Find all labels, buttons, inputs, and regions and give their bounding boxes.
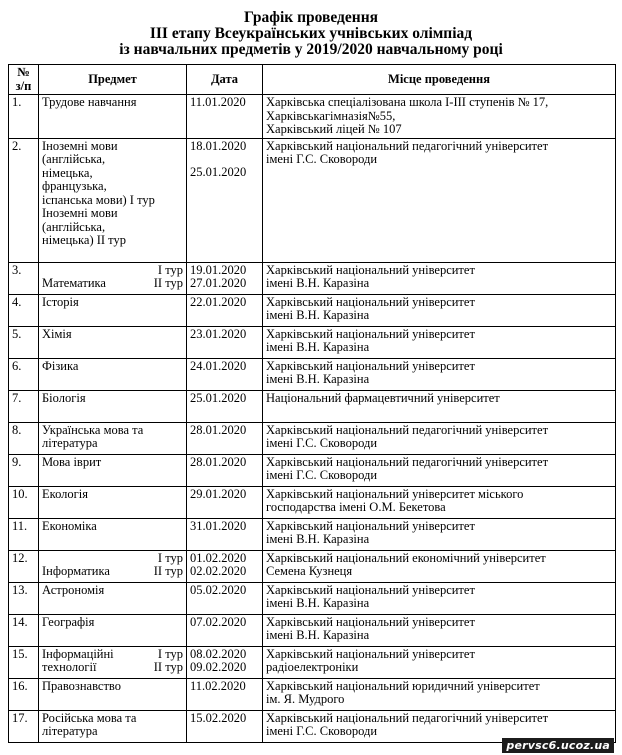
document-title [0, 0, 622, 58]
row-place [263, 390, 616, 422]
date-value: 01.02.2020 [190, 550, 247, 565]
row-number: 13. [9, 582, 39, 614]
row-place [263, 422, 616, 454]
place-line: Харківський національний університет [266, 582, 475, 597]
subject-line: німецька) ІІ тур [42, 233, 126, 247]
date-value: 18.01.2020 [190, 138, 247, 153]
row-number: 16. [9, 678, 39, 710]
table-row [9, 138, 616, 262]
row-date [187, 294, 263, 326]
place-line: Харківський національний університет [266, 262, 475, 277]
row-subject [39, 550, 187, 582]
row-subject [39, 294, 187, 326]
table-row [9, 422, 616, 454]
row-subject [39, 454, 187, 486]
row-subject [39, 486, 187, 518]
table-row [9, 550, 616, 582]
row-number: 1. [9, 95, 39, 139]
subject-line: Математика [42, 276, 106, 290]
place-line: Харківський національний університет [266, 614, 475, 629]
subject-line: Астрономія [42, 582, 105, 597]
date-value: 22.01.2020 [190, 294, 247, 309]
row-subject [39, 326, 187, 358]
place-line: Харківський національний університет [266, 326, 475, 341]
place-line: Харківський національний педагогічний університет [266, 138, 549, 153]
row-date [187, 678, 263, 710]
date-value: 31.01.2020 [190, 518, 247, 533]
title-line-1: Графік проведення [243, 9, 379, 26]
subject-line: Інформатика [42, 564, 110, 578]
place-line: Харківський національний університет [266, 518, 475, 533]
table-row [9, 358, 616, 390]
place-line: імені В.Н. Каразіна [266, 596, 370, 610]
place-line: імені В.Н. Каразіна [266, 340, 370, 354]
table-row [9, 294, 616, 326]
row-date [187, 95, 263, 139]
subject-line: Іноземні мови [42, 138, 118, 153]
subject-line: Інформаційні [42, 646, 114, 661]
row-place [263, 614, 616, 646]
date-value: 29.01.2020 [190, 486, 247, 501]
place-line: ім. Я. Мудрого [266, 692, 345, 706]
row-place [263, 294, 616, 326]
place-line: Харківський національний університет [266, 358, 475, 373]
subject-line: Екологія [42, 486, 88, 501]
header-number: № з/п [9, 65, 39, 95]
row-place [263, 550, 616, 582]
date-value: 07.02.2020 [190, 614, 247, 629]
row-subject [39, 138, 187, 262]
table-row [9, 486, 616, 518]
date-value: 02.02.2020 [190, 564, 247, 578]
table-row [9, 646, 616, 678]
table-row [9, 262, 616, 294]
date-value: 28.01.2020 [190, 454, 247, 469]
row-date [187, 390, 263, 422]
table-row [9, 95, 616, 139]
table-row [9, 390, 616, 422]
row-place [263, 518, 616, 550]
row-subject [39, 95, 187, 139]
row-number: 3. [9, 262, 39, 294]
subject-line: (англійська, [42, 152, 106, 166]
table-row [9, 454, 616, 486]
subject-line: Мова іврит [42, 454, 102, 469]
row-place [263, 486, 616, 518]
table-row [9, 678, 616, 710]
place-line: імені В.Н. Каразіна [266, 276, 370, 290]
subject-line: Економіка [42, 518, 97, 533]
table-row [9, 614, 616, 646]
subject-line: (англійська, [42, 219, 106, 234]
place-line: Семена Кузнеця [266, 564, 353, 578]
subject-line: Українська мова та [42, 422, 144, 437]
place-line: Харківський ліцей № 107 [266, 122, 402, 136]
row-date [187, 422, 263, 454]
subject-line: Географія [42, 614, 95, 629]
row-subject [39, 422, 187, 454]
place-line: Харківський національний університет міського [266, 486, 524, 501]
subject-line: література [42, 436, 98, 450]
header-date: Дата [187, 65, 263, 95]
subject-line: Історія [42, 294, 79, 309]
subject-line: Російська мова та [42, 710, 137, 725]
row-number: 9. [9, 454, 39, 486]
subject-line: Біологія [42, 390, 86, 405]
header-subject: Предмет [39, 65, 187, 95]
place-line: імені В.Н. Каразіна [266, 628, 370, 642]
schedule-table [8, 64, 616, 743]
tour-label: І тур [157, 646, 183, 661]
row-place [263, 326, 616, 358]
subject-line: німецька, [42, 165, 93, 180]
row-date [187, 326, 263, 358]
row-number: 7. [9, 390, 39, 422]
tour-label: ІІ тур [153, 660, 183, 674]
date-value: 28.01.2020 [190, 422, 247, 437]
row-subject [39, 518, 187, 550]
place-line: Харківський національний університет [266, 646, 475, 661]
table-row [9, 518, 616, 550]
row-number: 17. [9, 710, 39, 742]
row-place [263, 678, 616, 710]
subject-line: Трудове навчання [42, 95, 137, 109]
tour-label: ІІ тур [153, 564, 183, 578]
table-row [9, 326, 616, 358]
row-date [187, 550, 263, 582]
date-value: 27.01.2020 [190, 276, 247, 290]
header-place: Місце проведення [263, 65, 616, 95]
place-line: імені Г.С. Сковороди [266, 724, 378, 738]
place-line: Харківський національний університет [266, 294, 475, 309]
row-place [263, 454, 616, 486]
date-value: 25.01.2020 [190, 390, 247, 405]
date-value: 25.01.2020 [190, 165, 247, 179]
row-subject [39, 582, 187, 614]
title-line-2: ІІІ етапу Всеукраїнських учнівських олімпіад [149, 25, 473, 42]
row-number: 12. [9, 550, 39, 582]
date-value: 09.02.2020 [190, 660, 247, 674]
tour-label: ІІ тур [153, 276, 183, 290]
place-line: імені В.Н. Каразіна [266, 372, 370, 386]
row-date [187, 358, 263, 390]
subject-line: Фізика [42, 358, 79, 373]
row-place [263, 646, 616, 678]
row-subject [39, 678, 187, 710]
place-line: Харківська спеціалізована школа І-ІІІ ступенів № 17, [266, 95, 549, 109]
date-value: 24.01.2020 [190, 358, 247, 373]
row-number: 5. [9, 326, 39, 358]
row-date [187, 262, 263, 294]
row-place [263, 95, 616, 139]
date-value: 05.02.2020 [190, 582, 247, 597]
date-value: 15.02.2020 [190, 710, 247, 725]
subject-line: Іноземні мови [42, 206, 118, 220]
row-number: 2. [9, 138, 39, 262]
tour-label: І тур [157, 550, 183, 565]
row-place [263, 138, 616, 262]
place-line: господарства імені О.М. Бекетова [266, 500, 446, 514]
date-value: 19.01.2020 [190, 262, 247, 277]
place-line: Харківський національний педагогічний університет [266, 422, 549, 437]
place-line: імені В.Н. Каразіна [266, 308, 370, 322]
date-value: 11.02.2020 [190, 678, 246, 693]
place-line: Харківський національний економічний університет [266, 550, 546, 565]
row-date [187, 710, 263, 742]
row-subject [39, 262, 187, 294]
subject-line: французька, [42, 179, 107, 193]
place-line: імені Г.С. Сковороди [266, 468, 378, 482]
place-line: Харківський національний педагогічний університет [266, 454, 549, 469]
title-line-3: із навчальних предметів у 2019/2020 навчальному році [119, 41, 503, 58]
row-subject [39, 710, 187, 742]
row-number: 10. [9, 486, 39, 518]
subject-line: Правознавство [42, 678, 121, 693]
row-date [187, 138, 263, 262]
row-number: 15. [9, 646, 39, 678]
row-subject [39, 358, 187, 390]
row-subject [39, 614, 187, 646]
tour-label: І тур [157, 262, 183, 277]
row-place [263, 582, 616, 614]
row-place [263, 358, 616, 390]
row-place [263, 262, 616, 294]
subject-line: технології [42, 660, 97, 674]
row-date [187, 454, 263, 486]
row-date [187, 614, 263, 646]
table-header-row [9, 65, 616, 95]
date-value: 23.01.2020 [190, 326, 247, 341]
subject-line: іспанська мови) І тур [42, 192, 155, 207]
row-date [187, 486, 263, 518]
row-number: 6. [9, 358, 39, 390]
site-watermark: pervsc6.ucoz.ua [502, 738, 614, 753]
row-subject [39, 390, 187, 422]
row-date [187, 646, 263, 678]
row-number: 11. [9, 518, 39, 550]
date-value: 08.02.2020 [190, 646, 247, 661]
row-number: 4. [9, 294, 39, 326]
row-number: 8. [9, 422, 39, 454]
row-subject [39, 646, 187, 678]
place-line: імені Г.С. Сковороди [266, 152, 378, 166]
table-row [9, 582, 616, 614]
row-date [187, 518, 263, 550]
row-date [187, 582, 263, 614]
place-line: імені Г.С. Сковороди [266, 436, 378, 450]
place-line: Харківський національний педагогічний університет [266, 710, 549, 725]
place-line: імені В.Н. Каразіна [266, 532, 370, 546]
place-line: Харківськагімназія№55, [266, 108, 396, 123]
place-line: Національний фармацевтичний університет [266, 390, 500, 405]
subject-line: література [42, 724, 98, 738]
subject-line: Хімія [42, 326, 72, 341]
row-number: 14. [9, 614, 39, 646]
date-value: 11.01.2020 [190, 95, 246, 109]
place-line: радіоелектроніки [266, 660, 359, 674]
place-line: Харківський національний юридичний університет [266, 678, 540, 693]
